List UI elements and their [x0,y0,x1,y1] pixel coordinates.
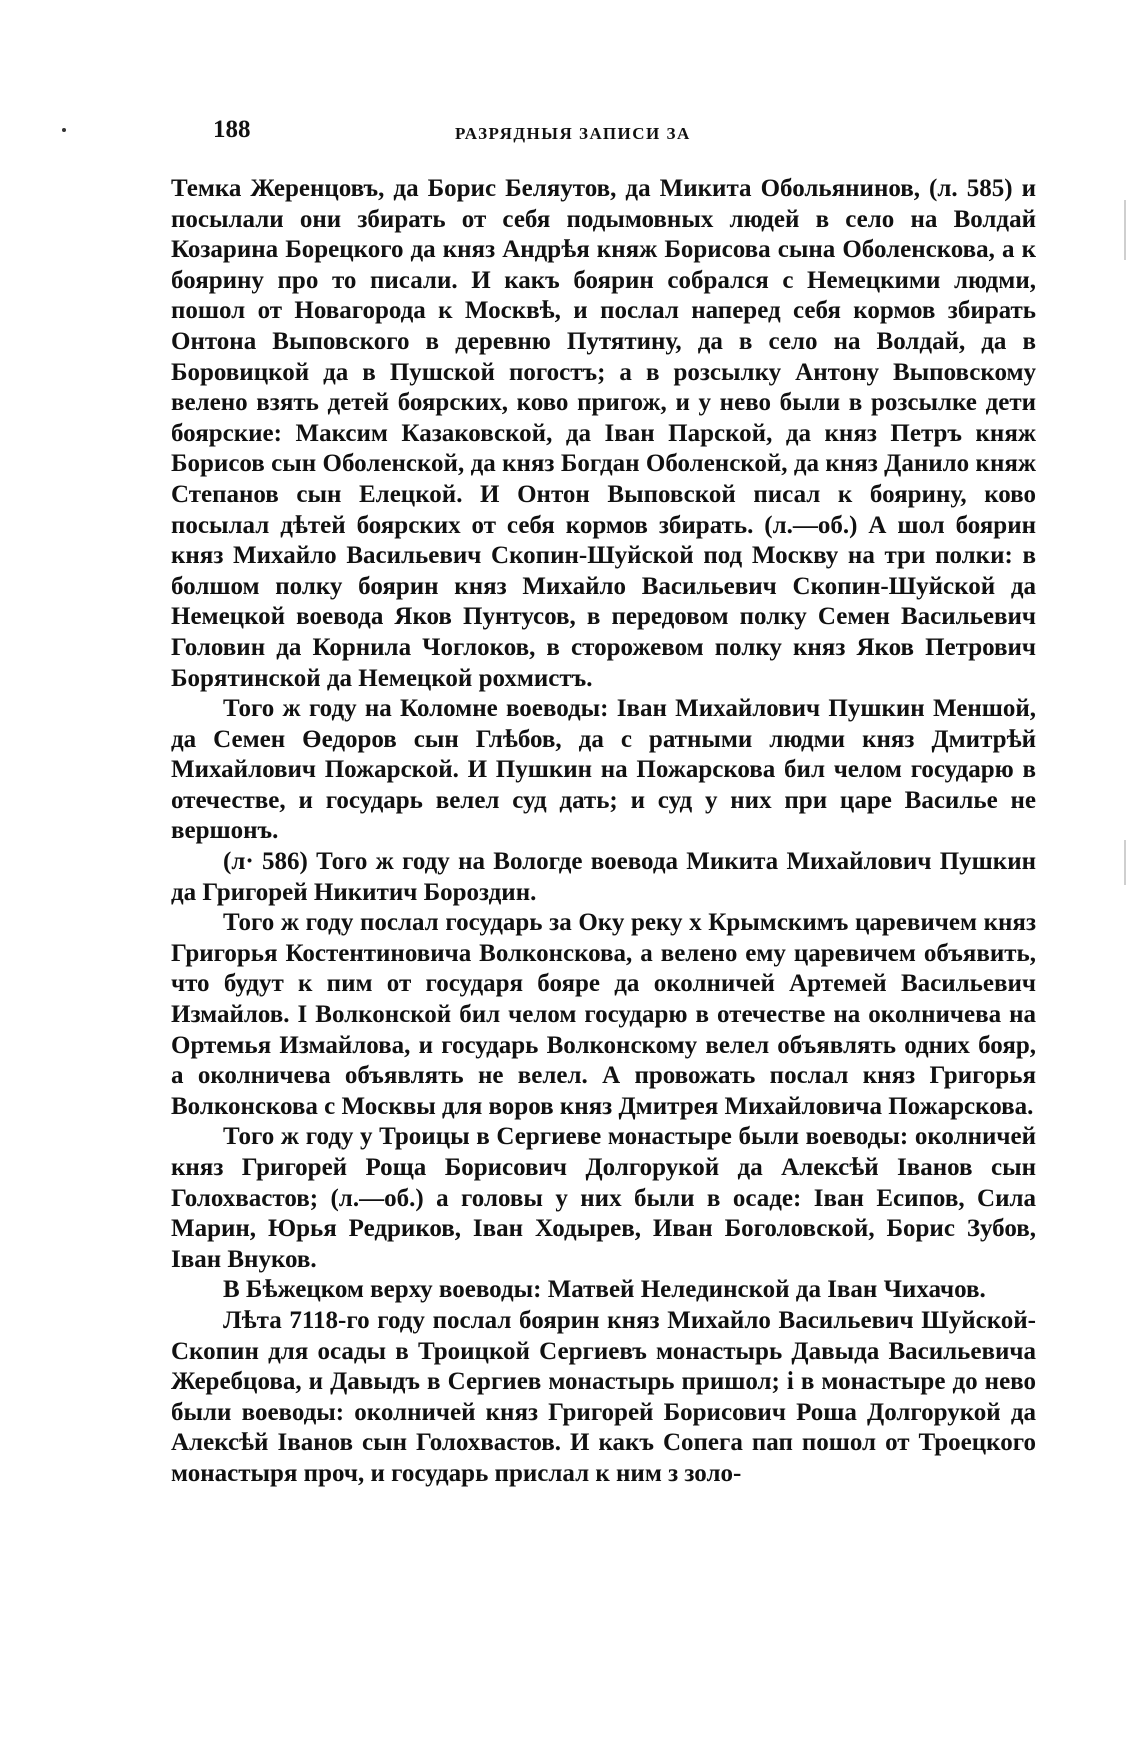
page-number: 188 [213,116,251,143]
paragraph: Лѣта 7118-го году послал боярин княз Михайло Васильевич Шуйской-Скопин для осады в Троицкой Сергиевъ монастырь Давыда Васильевича Жеребцова, и Давыдъ в Сергиев монастырь пришол; і в монастыре до нево были воеводы: околничей княз Григорей Борисович Роша Долгорукой да Алексѣй Іванов сын Голохвастов. И какъ Сопега пап пошол от Троецкого монастыря проч, и государь прислал к ним з золо- [171,1306,1036,1487]
paragraph: Того ж году на Коломне воеводы: Іван Михайлович Пушкин Меншой, да Семен Өедоров сын Глѣбов, да с ратными людми княз Дмитрѣй Михайлович Пожарской. И Пушкин на Пожарскова бил челом государю в отечестве, и государь велел суд дать; и суд у них при царе Василье не вершонъ. [171,695,1036,845]
running-head [213,116,948,156]
edge-mark [1124,200,1126,260]
paragraph: Того ж году у Троицы в Сергиеве монастыре были воеводы: околничей княз Григорей Роща Борисович Долгорукой да Алексѣй Іванов сын Голохвастов; (л.—об.) а головы у них были в осаде: Іван Есипов, Сила Марин, Юрья Редриков, Іван Ходырев, Иван Боголовской, Борис Зубов, Іван Внуков. [171,1123,1036,1273]
paragraph: В Бѣжецком верху воеводы: Матвей Нелединской да Іван Чихачов. [223,1276,986,1304]
paragraph: (л· 586) Того ж году на Вологде воевода Микита Михайлович Пушкин да Григорей Никитич Бороздин. [171,848,1036,906]
margin-dot [62,128,66,132]
paragraph: Того ж году послал государь за Оку реку х Крымскимъ царевичем княз Григорья Костентиновича Волконскова, а велено ему царевичем объявить, что будут к пим от государя бояре да околничей Артемей Васильевич Измайлов. І Волконской бил челом государю в отечестве на околничева на Ортемья Измайлова, и государь Волконскому велел объявлять одних бояр, а околничева объявлять не велел. А провожать послал княз Григорья Волконскова с Москвы для воров княз Дмитрея Михайловича Пожарскова. [171,909,1036,1120]
running-title: РАЗРЯДНЫЯ ЗАПИСИ ЗА [455,124,691,143]
paragraph: Темка Жеренцовъ, да Борис Беляутов, да Микита Обольянинов, (л. 585) и посылали они збирать от себя подымовных людей в село на Волдай Козарина Борецкого да княз Андрѣя княж Борисова сына Оболенскова, а к боярину про то писали. И какъ боярин собрался с Немецкими людми, пошол от Новагорода к Москвѣ, и послал наперед себя кормов збирать Онтона Выповского в деревню Путятину, да в село на Волдай, да в Боровицкой да в Пушской погостъ; а в розсылку Антону Выповскому велено взять детей боярских, ково пригож, и у нево были в розсылке дети боярские: Максим Казаковской, да Іван Парской, да княз Петръ княж Борисов сын Оболенской, да княз Богдан Оболенской, да княз Данило княж Степанов сын Елецкой. И Онтон Выповской писал к боярину, ково посылал дѣтей боярских от себя кормов збирать. (л.—об.) А шол боярин княз Михайло Васильевич Скопин-Шуйской под Москву на три полки: в болшом полку боярин княз Михайло Васильевич Скопин-Шуйской да Немецкой воевода Яков Пунтусов, в передовом полку Семен Васильевич Головин да Корнила Чоглоков, в сторожевом полку княз Яков Петрович Борятинской да Немецкой рохмистъ. [171,175,1036,692]
edge-mark [1124,840,1126,885]
body-text [171,174,1036,1490]
